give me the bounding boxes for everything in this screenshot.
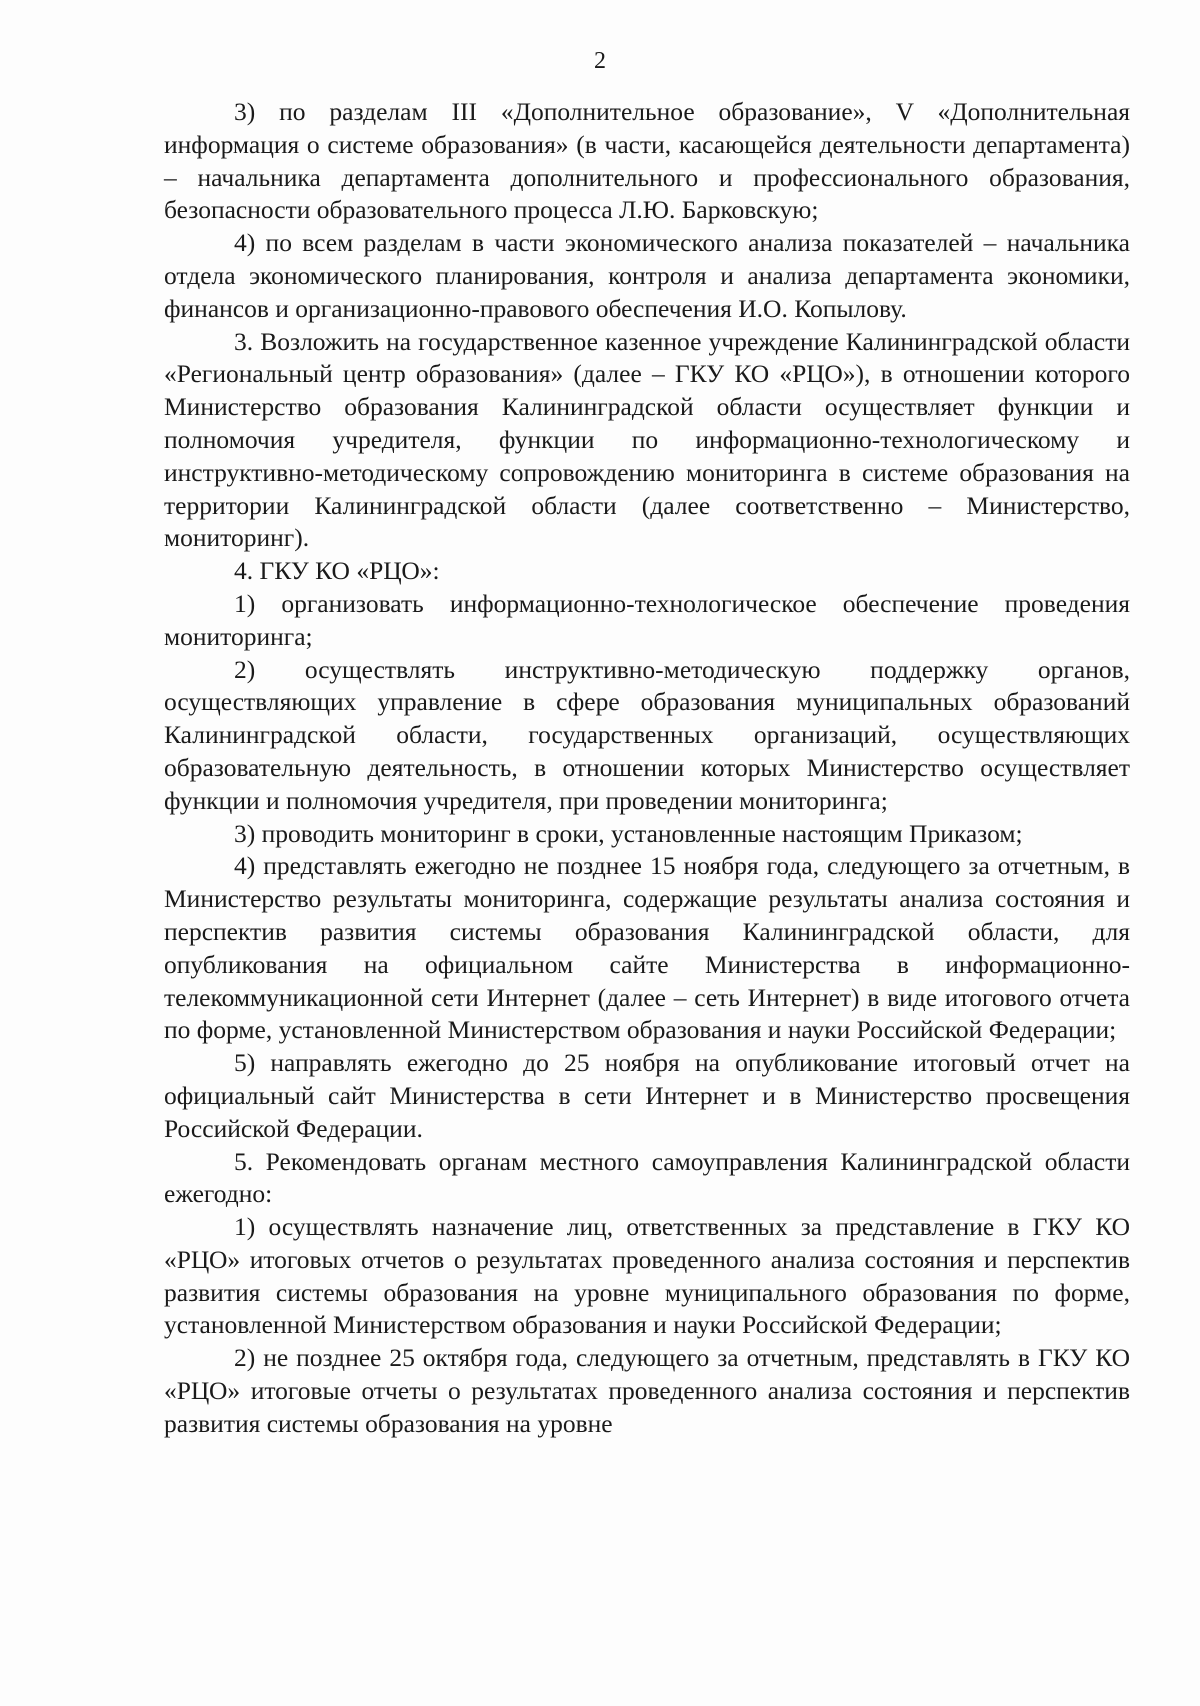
- paragraph-item-4-economic-analysis: 4) по всем разделам в части экономического анализа показателей – начальника отдела экономического планирования, контроля и анализа департамента экономики, финансов и организационно-правового обеспечения И.О. Копылову.: [164, 228, 1130, 323]
- paragraph-point-4-item-1: 1) организовать информационно-технологическое обеспечение проведения мониторинга;: [164, 588, 1130, 651]
- paragraph-point-4-item-3: 3) проводить мониторинг в сроки, установленные настоящим Приказом;: [234, 818, 1023, 848]
- paragraph-point-5-item-2: 2) не позднее 25 октября года, следующего за отчетным, представлять в ГКУ КО «РЦО» итоговые отчеты о результатах проведенного анализа состояния и перспектив развития системы образования на уровне: [164, 1343, 1130, 1438]
- paragraph-item-3-section-iii-v: 3) по разделам III «Дополнительное образование», V «Дополнительная информация о системе образования» (в части, касающейся деятельности департамента) – начальника департамента дополнительного и профессионального образования, безопасности образовательного процесса Л.Ю. Барковскую;: [164, 97, 1130, 225]
- paragraph-point-5-recommend: 5. Рекомендовать органам местного самоуправления Калининградской области ежегодно:: [164, 1146, 1130, 1209]
- paragraph-point-4-item-4: 4) представлять ежегодно не позднее 15 ноября года, следующего за отчетным, в Министерство результаты мониторинга, содержащие результаты анализа состояния и перспектив развития системы образования Калининградской области, для опубликования на официальном сайте Министерства в информационно-телекоммуникационной сети Интернет (далее – сеть Интернет) в виде итогового отчета по форме, установленной Министерством образования и науки Российской Федерации;: [164, 851, 1130, 1045]
- paragraph-point-4-item-2: 2) осуществлять инструктивно-методическую поддержку органов, осуществляющих управление в сфере образования муниципальных образований Калининградской области, государственных организаций, осуществляющих образовательную деятельность, в отношении которых Министерство осуществляет функции и полномочия учредителя, при проведении мониторинга;: [164, 654, 1130, 815]
- page-number: 2: [594, 48, 606, 74]
- paragraph-point-3-assign-rco: 3. Возложить на государственное казенное учреждение Калининградской области «Региональный центр образования» (далее – ГКУ КО «РЦО»), в отношении которого Министерство образования Калининградской области осуществляет функции и полномочия учредителя, функции по информационно-технологическому и инструктивно-методическому сопровождению мониторинга в системе образования на территории Калининградской области (далее соответственно – Министерство, мониторинг).: [164, 326, 1130, 553]
- paragraph-point-4-item-5: 5) направлять ежегодно до 25 ноября на опубликование итоговый отчет на официальный сайт Министерства в сети Интернет и в Министерство просвещения Российской Федерации.: [164, 1048, 1130, 1143]
- document-body: [164, 96, 1130, 1441]
- paragraph-point-4-heading: 4. ГКУ КО «РЦО»:: [234, 556, 440, 586]
- paragraph-point-5-item-1: 1) осуществлять назначение лиц, ответственных за представление в ГКУ КО «РЦО» итоговых отчетов о результатах проведенного анализа состояния и перспектив развития системы образования на уровне муниципального образования по форме, установленной Министерством образования и науки Российской Федерации;: [164, 1212, 1130, 1340]
